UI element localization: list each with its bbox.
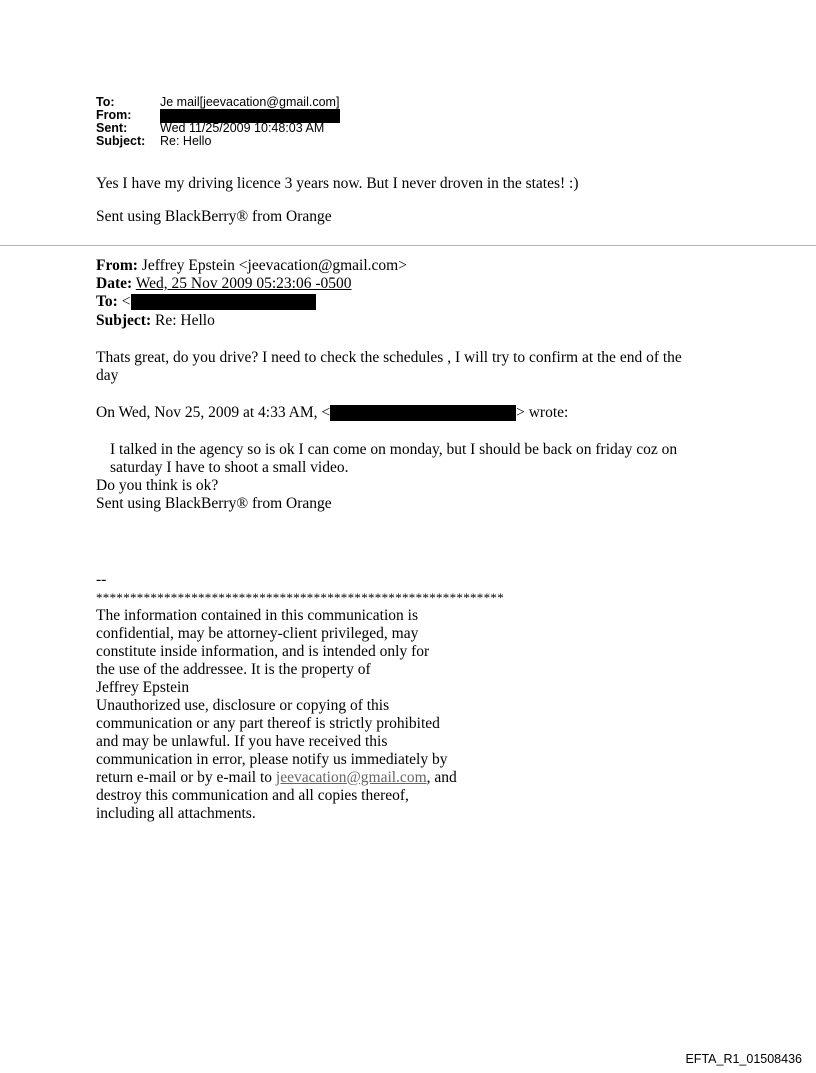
sent-value: Wed 11/25/2009 10:48:03 AM bbox=[160, 121, 325, 135]
quoted-body-line: day bbox=[96, 367, 119, 384]
quoted-body-line: Thats great, do you drive? I need to check the schedules , I will try to confirm at the end of the bbox=[96, 349, 682, 366]
disclaimer-line bbox=[96, 769, 504, 787]
disclaimer-line: including all attachments. bbox=[96, 805, 256, 822]
quoted-from-label: From: bbox=[96, 257, 138, 274]
quoted-body bbox=[96, 349, 682, 385]
redaction-box bbox=[330, 405, 516, 421]
redaction-box bbox=[131, 294, 316, 310]
sent-label: Sent: bbox=[96, 121, 128, 135]
quoted-date-label: Date: bbox=[96, 275, 133, 292]
quoted-subject-value: Re: Hello bbox=[154, 312, 215, 329]
disclaimer-line: Jeffrey Epstein bbox=[96, 679, 190, 696]
on-prefix: On Wed, Nov 25, 2009 at 4:33 AM, < bbox=[96, 404, 331, 421]
disclaimer-line10-prefix: return e-mail or by e-mail to bbox=[96, 769, 276, 786]
quoted-to-value: < bbox=[121, 293, 131, 310]
document-id: EFTA_R1_01508436 bbox=[685, 1052, 802, 1066]
subject-value: Re: Hello bbox=[160, 134, 212, 148]
inner-quote-line: saturday I have to shoot a small video. bbox=[110, 459, 349, 476]
quoted-from-value: Jeffrey Epstein <jeevacation@gmail.com> bbox=[141, 257, 407, 274]
quoted-subject-row bbox=[96, 312, 215, 330]
to-value: Je mail[jeevacation@gmail.com] bbox=[160, 95, 340, 109]
disclaimer-line: confidential, may be attorney-client privileged, may bbox=[96, 625, 419, 642]
reply-signature: Sent using BlackBerry® from Orange bbox=[96, 208, 332, 225]
inner-quote-line: Do you think is ok? bbox=[96, 477, 219, 494]
disclaimer-stars: ************************************************************ bbox=[96, 590, 504, 605]
disclaimer-line: communication in error, please notify us immediately by bbox=[96, 751, 448, 768]
disclaimer-line: the use of the addressee. It is the property of bbox=[96, 661, 371, 678]
disclaimer-line: and may be unlawful. If you have received this bbox=[96, 733, 388, 750]
disclaimer-line10-suffix: , and bbox=[426, 769, 457, 786]
inner-quote-line: Sent using BlackBerry® from Orange bbox=[96, 495, 332, 512]
on-wrote-line bbox=[96, 404, 568, 422]
email-link[interactable]: jeevacation@gmail.com bbox=[275, 769, 427, 786]
quoted-from-row bbox=[96, 257, 407, 275]
quoted-date-value: Wed, 25 Nov 2009 05:23:06 -0500 bbox=[135, 275, 352, 292]
quoted-to-label: To: bbox=[96, 293, 118, 310]
quoted-date-row bbox=[96, 275, 352, 293]
reply-body: Yes I have my driving licence 3 years now. But I never droven in the states! :) bbox=[96, 175, 579, 192]
quoted-to-row bbox=[96, 293, 316, 311]
to-label: To: bbox=[96, 95, 115, 109]
quoted-subject-label: Subject: bbox=[96, 312, 152, 329]
subject-label: Subject: bbox=[96, 134, 146, 148]
disclaimer-line: destroy this communication and all copies thereof, bbox=[96, 787, 409, 804]
on-suffix: > wrote: bbox=[516, 404, 569, 421]
from-label: From: bbox=[96, 108, 132, 122]
inner-quote bbox=[96, 441, 677, 513]
disclaimer-line: The information contained in this communication is bbox=[96, 607, 418, 624]
divider bbox=[0, 245, 816, 246]
disclaimer-line: communication or any part thereof is strictly prohibited bbox=[96, 715, 440, 732]
inner-quote-line: I talked in the agency so is ok I can come on monday, but I should be back on friday coz on bbox=[110, 441, 678, 458]
disclaimer-line: constitute inside information, and is intended only for bbox=[96, 643, 430, 660]
disclaimer-line: Unauthorized use, disclosure or copying of this bbox=[96, 697, 390, 714]
disclaimer bbox=[96, 571, 504, 823]
disclaimer-dashes: -- bbox=[96, 571, 107, 588]
